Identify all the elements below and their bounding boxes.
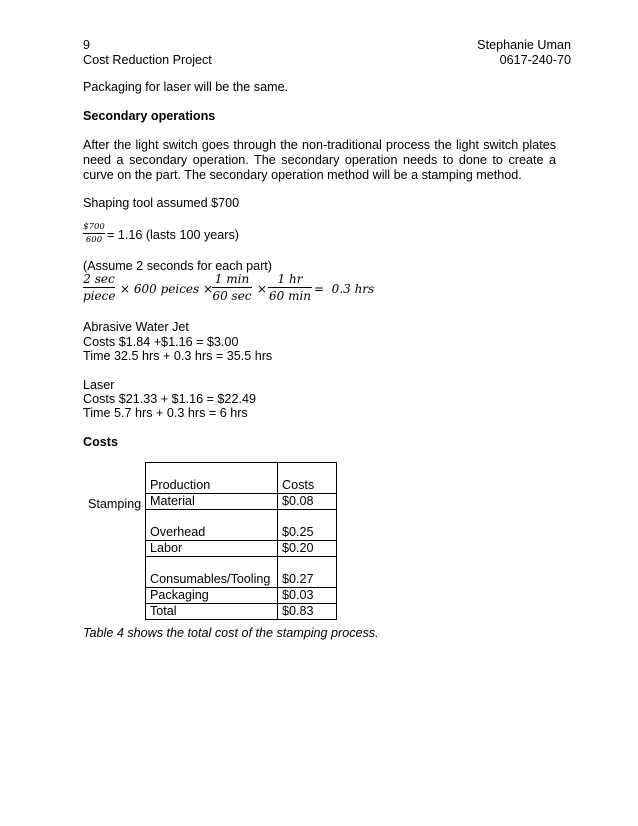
table-row [146, 604, 337, 620]
table-cell-cost: $0.83 [278, 604, 337, 620]
table-cell-item: Overhead [146, 510, 278, 541]
table-row [146, 541, 337, 557]
equation-fraction-2 [212, 272, 252, 303]
table-cell-cost: $0.27 [278, 557, 337, 588]
table-cell-cost: $0.08 [278, 494, 337, 510]
packaging-note: Packaging for laser will be the same. [83, 80, 289, 94]
laser-time: Time 5.7 hrs + 0.3 hrs = 6 hrs [83, 406, 248, 420]
paragraph-line-1: After the light switch goes through the non-traditional process the light switch plates [83, 138, 556, 152]
column-header-production: Production [146, 463, 278, 494]
table-cell-cost: $0.03 [278, 588, 337, 604]
fraction-bar [83, 287, 115, 288]
table-row [146, 588, 337, 604]
equation-fraction-3 [268, 272, 312, 303]
table-cell-item: Labor [146, 541, 278, 557]
table-cell-item: Packaging [146, 588, 278, 604]
fraction-numerator: $700 [83, 222, 105, 232]
tool-cost-fraction [83, 222, 105, 245]
costs-heading: Costs [83, 435, 118, 449]
table-row [146, 557, 337, 588]
eq-f1-numerator: 2 sec [83, 272, 115, 286]
table-cell-item: Total [146, 604, 278, 620]
equation-middle-1: × 600 peices × [120, 282, 214, 296]
eq-f2-numerator: 1 min [214, 272, 250, 286]
eq-f1-denominator: piece [83, 289, 116, 303]
eq-f2-denominator: 60 sec [212, 289, 252, 303]
equation-middle-2: × [257, 282, 268, 296]
laser-costs: Costs $21.33 + $1.16 = $22.49 [83, 392, 256, 406]
awj-costs: Costs $1.84 +$1.16 = $3.00 [83, 335, 239, 349]
shaping-tool-line: Shaping tool assumed $700 [83, 196, 240, 210]
column-header-costs: Costs [278, 463, 337, 494]
equation-fraction-1 [83, 272, 115, 303]
table-cell-cost: $0.20 [278, 541, 337, 557]
table-row [146, 510, 337, 541]
table-row [146, 463, 337, 494]
fraction-bar [212, 287, 252, 288]
fraction-bar [83, 233, 105, 234]
eq-f3-denominator: 60 min [268, 289, 312, 303]
stamping-row-label: Stamping [88, 497, 142, 511]
table-caption: Table 4 shows the total cost of the stamping process. [83, 626, 379, 640]
table-cell-item: Material [146, 494, 278, 510]
assumption-line: (Assume 2 seconds for each part) [83, 259, 272, 273]
paragraph-line-3: curve on the part. The secondary operation method will be a stamping method. [83, 168, 522, 182]
equation-result: = 0.3 hrs [314, 282, 375, 296]
fraction-bar [268, 287, 312, 288]
author-name: Stephanie Uman [477, 38, 571, 52]
awj-title: Abrasive Water Jet [83, 320, 189, 334]
table-cell-cost: $0.25 [278, 510, 337, 541]
stamping-cost-table [145, 462, 337, 620]
eq-f3-numerator: 1 hr [277, 272, 303, 286]
page-number: 9 [83, 38, 91, 52]
table-row [146, 494, 337, 510]
paragraph-line-2: need a secondary operation. The secondary operation needs to done to create a [83, 153, 556, 167]
awj-time: Time 32.5 hrs + 0.3 hrs = 35.5 hrs [83, 349, 273, 363]
secondary-operations-heading: Secondary operations [83, 109, 216, 123]
id-number: 0617-240-70 [499, 53, 571, 67]
project-title: Cost Reduction Project [83, 53, 212, 67]
table-cell-item: Consumables/Tooling [146, 557, 278, 588]
tool-cost-result: = 1.16 (lasts 100 years) [107, 228, 239, 242]
fraction-denominator: 600 [85, 235, 103, 245]
laser-title: Laser [83, 378, 115, 392]
